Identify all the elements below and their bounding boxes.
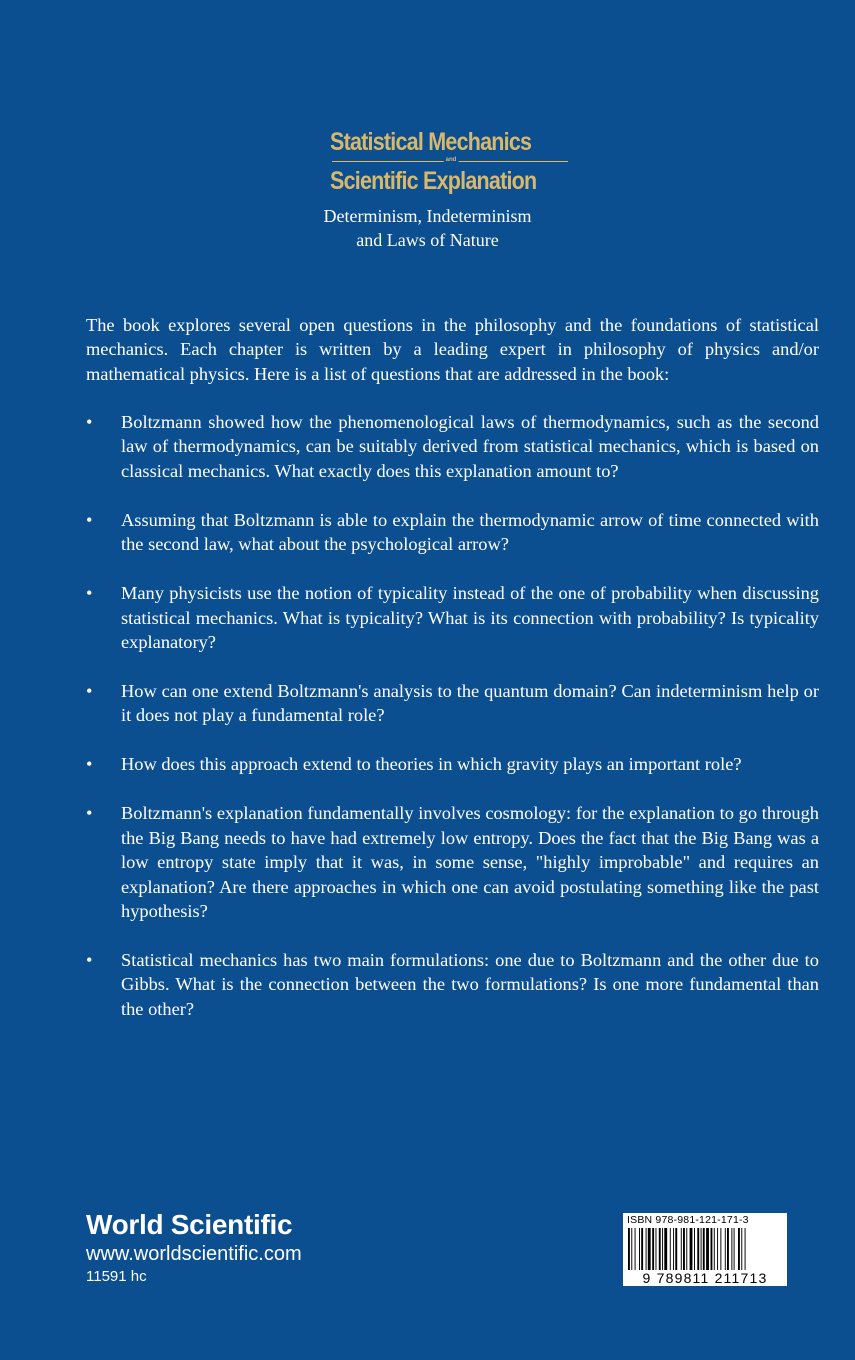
barcode-bar xyxy=(690,1228,693,1270)
barcode-bar xyxy=(683,1228,685,1270)
intro-paragraph: The book explores several open questions in the philosophy and the foundations of statistical mechanics. Each chapter is written by a leading expert in philosophy of physics and/or mathematical physics. Here is a list of questions that are addressed in the book: xyxy=(86,315,819,384)
barcode-bar xyxy=(662,1228,663,1270)
bullet-icon: • xyxy=(86,509,93,530)
barcode-bar xyxy=(686,1228,687,1270)
title-separator xyxy=(330,158,572,166)
barcode-bar xyxy=(738,1228,740,1270)
barcode-bar xyxy=(734,1228,735,1270)
list-item xyxy=(86,581,819,654)
bullet-icon: • xyxy=(86,950,93,971)
question-text: Statistical mechanics has two main formulations: one due to Boltzmann and the other due to Gibbs. What is the connection between the two formulations? Is one more fundamental than the other? xyxy=(121,950,819,1019)
question-text: Boltzmann's explanation fundamentally involves cosmology: for the explanation to go through the Big Bang needs to have had extremely low entropy. Does the fact that the Big Bang was a low entropy state imply that it was, in some sense, "highly improbable" and requires an explanation? Are there approaches in which one can avoid postulating something like the past hypothesis? xyxy=(121,803,819,922)
barcode-bar xyxy=(673,1228,674,1270)
isbn-barcode xyxy=(623,1213,787,1286)
subtitle-line-1: Determinism, Indeterminism xyxy=(323,206,532,226)
title-and: and xyxy=(445,157,457,163)
barcode-bar xyxy=(681,1228,682,1270)
barcode-bar xyxy=(641,1228,643,1270)
barcode-bar xyxy=(648,1228,651,1270)
list-item xyxy=(86,508,819,557)
question-text: How can one extend Boltzmann's analysis to the quantum domain? Can indeterminism help or it does not play a fundamental role? xyxy=(121,681,819,726)
barcode-bar xyxy=(717,1228,718,1270)
barcode-bar xyxy=(701,1228,702,1270)
barcode-bar xyxy=(670,1228,671,1270)
list-item xyxy=(86,801,819,923)
barcode-bar xyxy=(711,1228,713,1270)
question-text: Many physicists use the notion of typicality instead of the one of probability when discussing statistical mechanics. What is typicality? What is its connection with probability? Is typicality explanatory? xyxy=(121,583,819,653)
barcode-bar xyxy=(628,1228,630,1270)
barcode-bar xyxy=(664,1228,667,1270)
subtitle-line-2: and Laws of Nature xyxy=(356,230,499,250)
isbn-digits: 9 789811 211713 xyxy=(642,1270,768,1286)
barcode-bar xyxy=(727,1228,729,1270)
barcode-bars-icon xyxy=(628,1228,782,1270)
barcode-bar xyxy=(745,1228,746,1270)
publisher-name: World Scientific xyxy=(86,1209,293,1240)
barcode-bar xyxy=(675,1228,677,1270)
barcode-bar xyxy=(706,1228,709,1270)
list-item xyxy=(86,948,819,1021)
barcode-bar xyxy=(725,1228,726,1270)
barcode-bar xyxy=(656,1228,657,1270)
isbn-label: ISBN 978-981-121-171-3 xyxy=(627,1214,749,1226)
bullet-icon: • xyxy=(86,412,93,432)
list-item xyxy=(86,410,819,483)
title-line-1: Statistical Mechanics xyxy=(330,128,532,156)
question-list xyxy=(86,410,819,1046)
barcode-bar xyxy=(635,1228,636,1270)
barcode-bar xyxy=(720,1228,721,1270)
publisher-url: www.worldscientific.com xyxy=(86,1243,302,1265)
barcode-bar xyxy=(731,1228,732,1270)
barcode-bar xyxy=(639,1228,640,1270)
list-item xyxy=(86,752,819,776)
barcode-bar xyxy=(646,1228,647,1270)
publisher-code: 11591 hc xyxy=(86,1268,147,1285)
barcode-bar xyxy=(631,1228,632,1270)
question-text: Assuming that Boltzmann is able to explain the thermodynamic arrow of time connected with the second law, what about the psychological arrow? xyxy=(121,509,819,555)
bullet-icon: • xyxy=(86,803,93,824)
list-item xyxy=(86,679,819,728)
question-text: Boltzmann showed how the phenomenological laws of thermodynamics, such as the second law of thermodynamics, can be suitably derived from statistical mechanics, which is based on classical mechanics. What exactly does this explanation amount to? xyxy=(121,412,819,481)
barcode-bar xyxy=(741,1228,742,1270)
title-line-2: Scientific Explanation xyxy=(330,167,537,195)
barcode-bar xyxy=(652,1228,654,1270)
barcode-bar xyxy=(703,1228,705,1270)
bullet-icon: • xyxy=(86,754,93,775)
barcode-bar xyxy=(714,1228,715,1270)
barcode-bar xyxy=(694,1228,695,1270)
bullet-icon: • xyxy=(86,681,93,702)
book-title xyxy=(330,128,572,196)
book-subtitle xyxy=(0,204,855,252)
bullet-icon: • xyxy=(86,583,93,604)
barcode-bar xyxy=(697,1228,699,1270)
question-text: How does this approach extend to theories in which gravity plays an important role? xyxy=(121,754,742,775)
publisher-block xyxy=(86,1208,302,1287)
barcode-bar xyxy=(659,1228,661,1270)
